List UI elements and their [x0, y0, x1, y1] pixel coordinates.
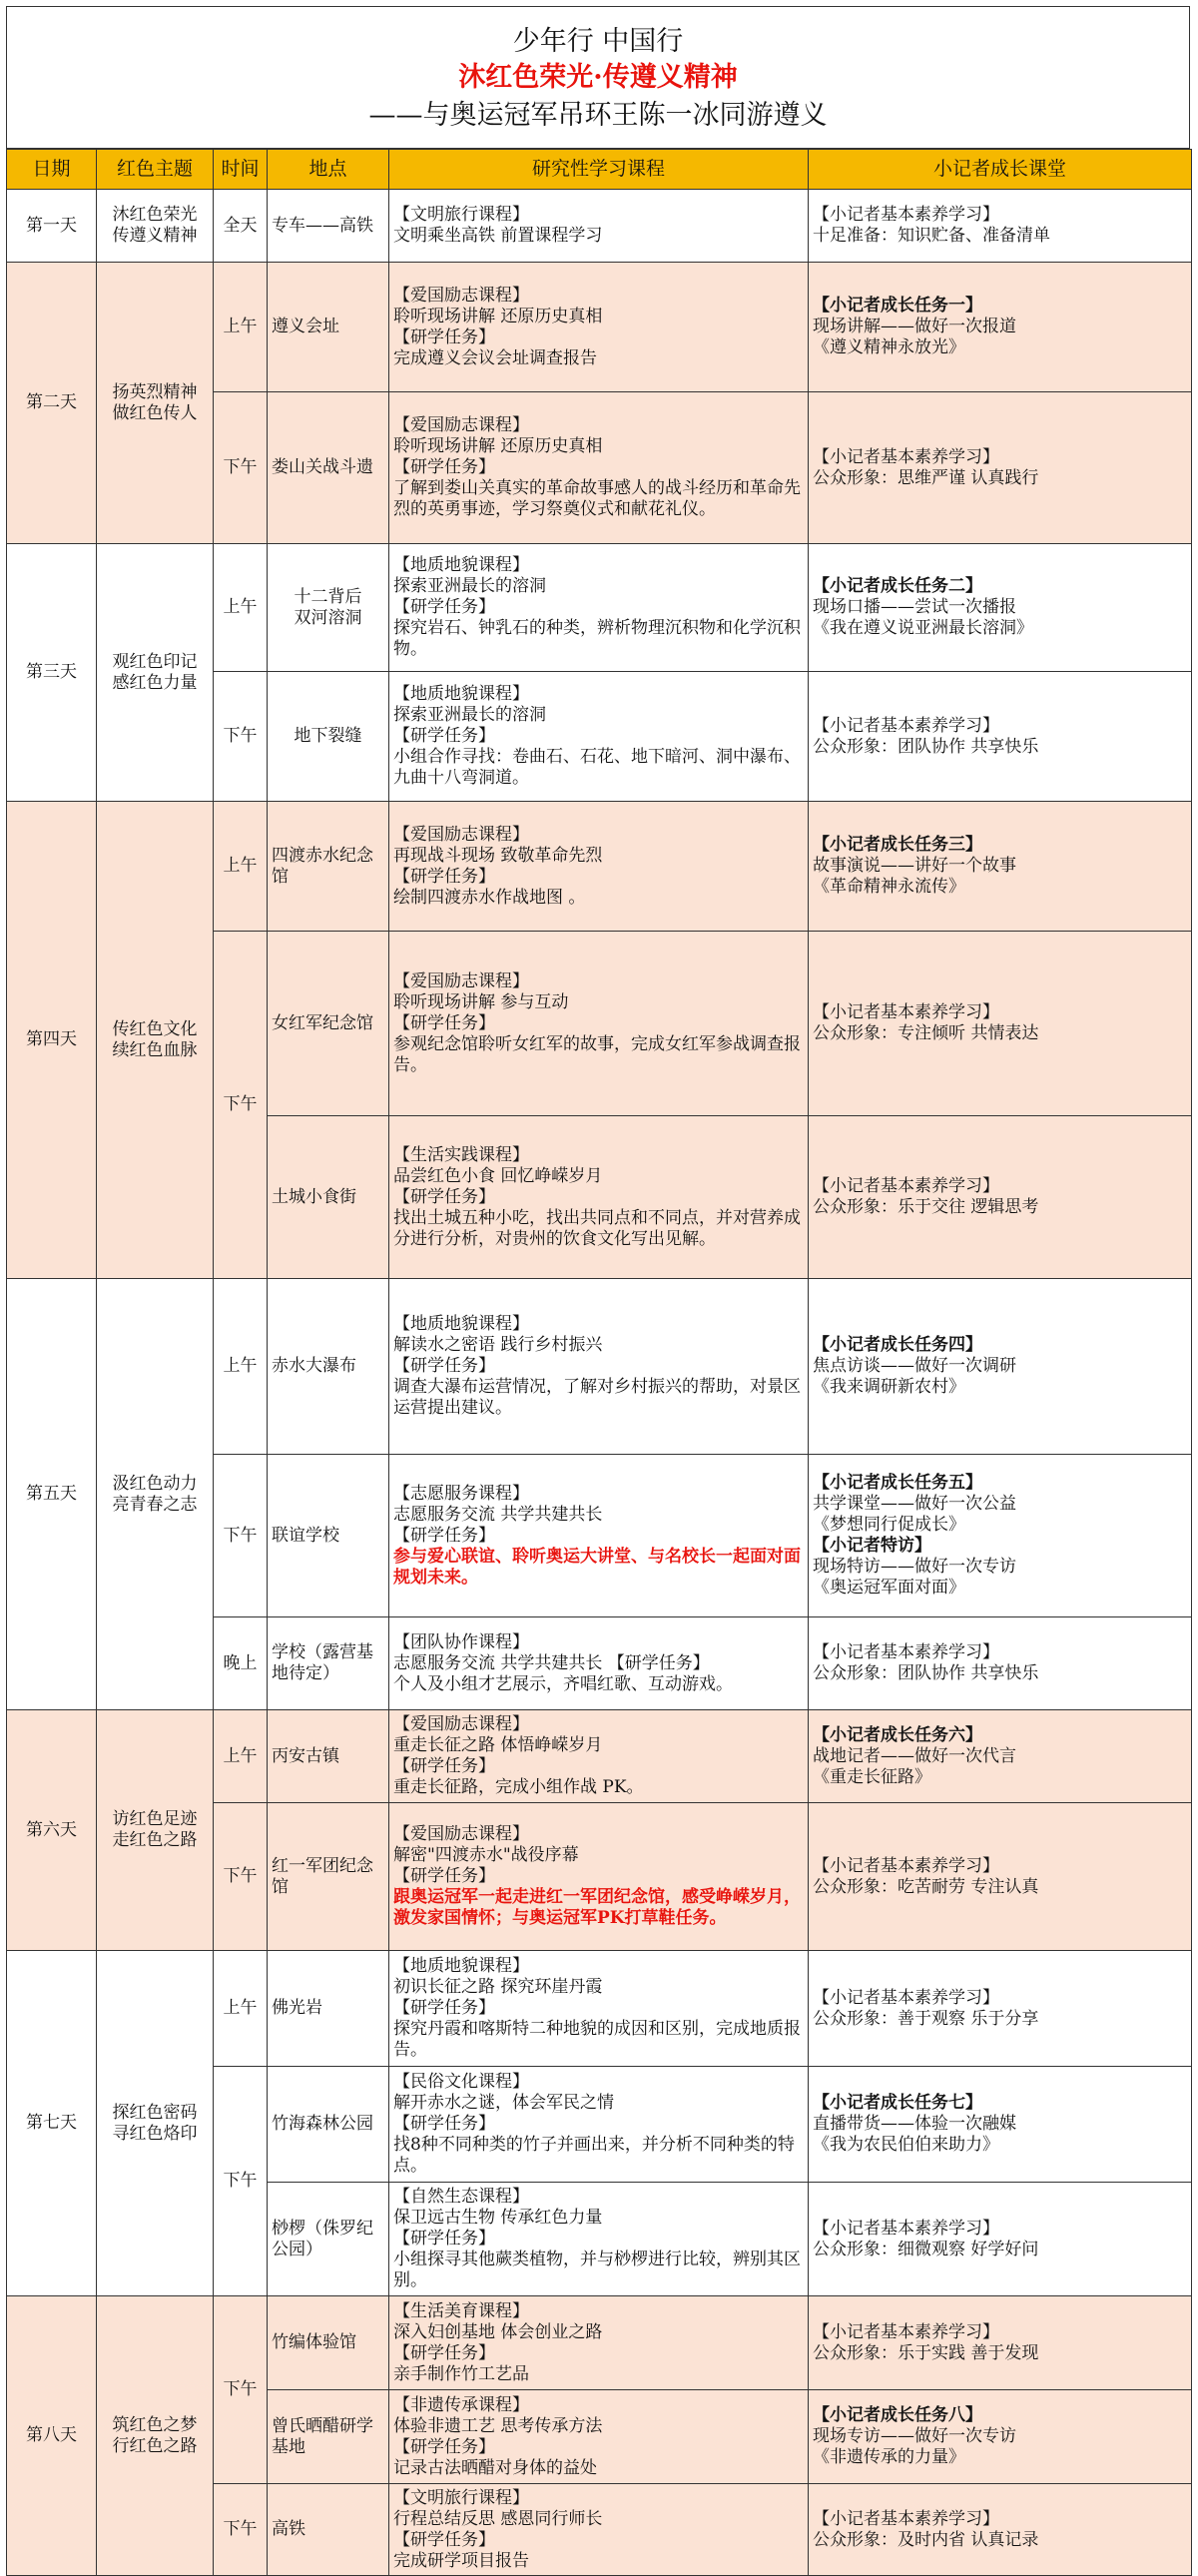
time-cell: 上午 [214, 263, 268, 392]
reporter-line: 【小记者基本素养学习】 [813, 205, 999, 225]
course-line: 探索亚洲最长的溶洞 [393, 576, 546, 596]
course-cell [389, 1279, 809, 1455]
course-cell [389, 1455, 809, 1617]
theme-line: 做红色传人 [112, 402, 198, 423]
table-row [7, 190, 1192, 263]
theme-line: 筑红色之梦 [112, 2414, 198, 2435]
reporter-line: 【小记者特访】 [813, 1536, 931, 1556]
course-line: 【非遗传承课程】 [393, 2394, 529, 2415]
theme-line: 续红色血脉 [112, 1039, 198, 1060]
reporter-line: 《重走长征路》 [813, 1766, 931, 1787]
header-time: 时间 [214, 150, 268, 190]
place-text: 娄山关战斗遗 [272, 457, 373, 477]
header-place: 地点 [268, 150, 389, 190]
header-theme: 红色主题 [97, 150, 214, 190]
theme-line: 访红色足迹 [112, 1809, 198, 1829]
course-cell [389, 1951, 809, 2067]
place-text: 专车——高铁 [272, 215, 373, 236]
course-cell [389, 1803, 809, 1951]
theme-text [101, 205, 209, 247]
theme-cell [97, 1710, 214, 1951]
place-cell [268, 1116, 389, 1279]
course-line: 个人及小组才艺展示，齐唱红歌、互动游戏。 [393, 1673, 733, 1694]
reporter-line: 【小记者成长任务一】 [813, 296, 982, 316]
place-text: 竹编体验馆 [272, 2332, 356, 2352]
theme-line: 亮青春之志 [112, 1494, 198, 1515]
reporter-line: 【小记者基本素养学习】 [813, 446, 999, 467]
theme-line: 传红色文化 [112, 1018, 198, 1039]
reporter-line: 现场特访——做好一次专访 [813, 1557, 1016, 1577]
theme-cell [97, 1279, 214, 1710]
time-cell: 上午 [214, 544, 268, 672]
reporter-line: 《遵义精神永放光》 [813, 337, 965, 357]
course-line: 【文明旅行课程】 [393, 2487, 529, 2508]
place-cell [268, 2183, 389, 2296]
course-cell [389, 2390, 809, 2484]
day-cell: 第五天 [7, 1279, 97, 1710]
theme-line: 感红色力量 [112, 672, 198, 693]
theme-text [101, 652, 209, 694]
reporter-line: 共学课堂——做好一次公益 [813, 1494, 1016, 1514]
time-cell: 上午 [214, 1710, 268, 1803]
course-line: 【研学任务】 [393, 1756, 495, 1776]
course-line: 【爱国励志课程】 [393, 1824, 529, 1844]
reporter-line: 《我来调研新农村》 [813, 1377, 965, 1397]
table-row [7, 263, 1192, 392]
course-line: 【自然生态课程】 [393, 2187, 529, 2207]
reporter-line: 【小记者成长任务四】 [813, 1335, 982, 1355]
place-text: 赤水大瀑布 [272, 1356, 356, 1376]
course-line: 解读水之密语 践行乡村振兴 [393, 1335, 603, 1355]
day-cell: 第一天 [7, 190, 97, 263]
reporter-line: 公众形象：吃苦耐劳 专注认真 [813, 1876, 1039, 1897]
reporter-line: 【小记者基本素养学习】 [813, 1987, 999, 2008]
course-line: 【研学任务】 [393, 1998, 495, 2018]
course-line: 志愿服务交流 共学共建共长 [393, 1504, 603, 1525]
reporter-line: 故事演说——讲好一个故事 [813, 856, 1016, 876]
schedule-page [6, 6, 1192, 2571]
reporter-line: 【小记者基本素养学习】 [813, 715, 999, 736]
course-line: 【研学任务】 [393, 1525, 495, 1546]
theme-text [101, 382, 209, 424]
course-line: 【生活实践课程】 [393, 1144, 529, 1165]
place-text: 高铁 [272, 2519, 305, 2539]
theme-line: 走红色之路 [112, 1830, 198, 1850]
course-line: 【研学任务】 [393, 2114, 495, 2134]
reporter-line: 公众形象：团队协作 共享快乐 [813, 1663, 1039, 1683]
theme-cell [97, 802, 214, 1279]
reporter-line: 十足准备：知识贮备、准备清单 [813, 226, 1050, 246]
course-line: 品尝红色小食 回忆峥嵘岁月 [393, 1165, 603, 1186]
reporter-cell [809, 392, 1192, 544]
course-cell [389, 2296, 809, 2390]
reporter-line: 《我为农民伯伯来助力》 [813, 2135, 999, 2155]
course-line: 重走长征路，完成小组作战 PK。 [393, 1777, 644, 1797]
place-cell [268, 932, 389, 1116]
reporter-line: 《非遗传承的力量》 [813, 2447, 965, 2467]
course-line: 探究丹霞和喀斯特二种地貌的成因和区别，完成地质报告。 [393, 2019, 801, 2060]
reporter-cell [809, 2484, 1192, 2576]
table-row [7, 1951, 1192, 2067]
time-cell: 晚上 [214, 1617, 268, 1710]
reporter-line: 现场讲解——做好一次报道 [813, 317, 1016, 336]
place-text: 十二背后 [294, 586, 362, 607]
place-text: 女红军纪念馆 [272, 1012, 373, 1033]
reporter-line: 【小记者成长任务八】 [813, 2405, 982, 2425]
reporter-cell [809, 2183, 1192, 2296]
course-line: 小组探寻其他蕨类植物，并与桫椤进行比较，辨别其区别。 [393, 2250, 801, 2290]
day-cell: 第四天 [7, 802, 97, 1279]
place-text: 学校（露营基地待定） [272, 1642, 373, 1683]
course-line: 【研学任务】 [393, 1186, 495, 1207]
reporter-line: 直播带货——体验一次融媒 [813, 2114, 1016, 2134]
course-line: 【志愿服务课程】 [393, 1483, 529, 1504]
theme-text [101, 1474, 209, 1516]
time-cell: 上午 [214, 802, 268, 932]
title-line-2: 沐红色荣光·传遵义精神 [458, 62, 738, 93]
reporter-cell [809, 1116, 1192, 1279]
course-line: 绘制四渡赤水作战地图 。 [393, 887, 586, 908]
reporter-cell [809, 2296, 1192, 2390]
reporter-cell [809, 190, 1192, 263]
course-line: 深入妇创基地 体会创业之路 [393, 2321, 603, 2342]
table-row [7, 802, 1192, 932]
place-text: 联谊学校 [272, 1525, 339, 1546]
reporter-line: 【小记者成长任务七】 [813, 2093, 982, 2113]
reporter-line: 《革命精神永流传》 [813, 877, 965, 897]
course-line: 了解到娄山关真实的革命故事感人的战斗经历和革命先烈的英勇事迹，学习祭奠仪式和献花礼仪。 [393, 478, 801, 519]
place-cell [268, 1617, 389, 1710]
course-line: 【地质地貌课程】 [393, 555, 529, 575]
table-row [7, 2296, 1192, 2390]
time-cell: 全天 [214, 190, 268, 263]
course-line: 参与爱心联谊、聆听奥运大讲堂、与名校长一起面对面规划未来。 [393, 1546, 801, 1588]
place-cell [268, 1951, 389, 2067]
reporter-line: 公众形象：细微观察 好学好问 [813, 2239, 1039, 2259]
course-line: 【文明旅行课程】 [393, 205, 529, 225]
theme-line: 扬英烈精神 [112, 381, 198, 402]
reporter-line: 【小记者成长任务三】 [813, 835, 982, 855]
theme-line: 汲红色动力 [112, 1473, 198, 1494]
reporter-cell [809, 2067, 1192, 2183]
place-cell [268, 190, 389, 263]
course-line: 【生活美育课程】 [393, 2300, 529, 2321]
course-line: 文明乘坐高铁 前置课程学习 [393, 226, 603, 246]
theme-text [101, 2415, 209, 2457]
place-cell [268, 2390, 389, 2484]
reporter-line: 【小记者基本素养学习】 [813, 1642, 999, 1662]
title-line-3: ——与奥运冠军吊环王陈一冰同游遵义 [368, 100, 828, 131]
place-cell [268, 392, 389, 544]
place-cell [268, 2296, 389, 2390]
reporter-line: 【小记者基本素养学习】 [813, 1176, 999, 1196]
course-line: 跟奥运冠军一起走进红一军团纪念馆，感受峥嵘岁月，激发家国情怀；与奥运冠军PK打草鞋任务。 [393, 1887, 801, 1928]
place-cell [268, 1455, 389, 1617]
course-line: 【地质地貌课程】 [393, 1956, 529, 1976]
place-cell [268, 802, 389, 932]
day-cell: 第八天 [7, 2296, 97, 2576]
course-line: 【民俗文化课程】 [393, 2072, 529, 2092]
theme-cell [97, 263, 214, 544]
place-text: 桫椤（侏罗纪公园） [272, 2218, 373, 2259]
theme-line: 传遵义精神 [112, 226, 198, 246]
place-text: 佛光岩 [272, 1998, 322, 2018]
course-line: 完成研学项目报告 [393, 2550, 529, 2571]
reporter-cell [809, 544, 1192, 672]
day-cell: 第七天 [7, 1951, 97, 2296]
header-date: 日期 [7, 150, 97, 190]
reporter-line: 焦点访谈——做好一次调研 [813, 1356, 1016, 1376]
theme-cell [97, 190, 214, 263]
place-cell [268, 1710, 389, 1803]
reporter-cell [809, 802, 1192, 932]
course-cell [389, 263, 809, 392]
course-cell [389, 2067, 809, 2183]
place-text: 遵义会址 [272, 317, 339, 336]
reporter-cell [809, 1803, 1192, 1951]
course-cell [389, 2484, 809, 2576]
reporter-line: 【小记者成长任务五】 [813, 1473, 982, 1493]
reporter-line: 公众形象：团队协作 共享快乐 [813, 736, 1039, 757]
reporter-line: 【小记者基本素养学习】 [813, 2508, 999, 2529]
course-line: 找出土城五种小吃，找出共同点和不同点，并对营养成分进行分析，对贵州的饮食文化写出见解。 [393, 1207, 801, 1249]
course-line: 【地质地貌课程】 [393, 1314, 529, 1334]
day-cell: 第三天 [7, 544, 97, 802]
course-cell [389, 1617, 809, 1710]
place-cell [268, 2067, 389, 2183]
time-cell: 下午 [214, 2067, 268, 2296]
course-line: 【爱国励志课程】 [393, 285, 529, 306]
course-line: 【地质地貌课程】 [393, 684, 529, 704]
reporter-line: 公众形象：及时内省 认真记录 [813, 2529, 1039, 2550]
course-cell [389, 544, 809, 672]
title-block [6, 6, 1190, 149]
reporter-line: 战地记者——做好一次代言 [813, 1745, 1016, 1766]
theme-cell [97, 544, 214, 802]
theme-line: 观红色印记 [112, 651, 198, 672]
time-cell: 上午 [214, 1951, 268, 2067]
course-line: 【爱国励志课程】 [393, 1714, 529, 1734]
course-line: 【研学任务】 [393, 2229, 495, 2249]
theme-cell [97, 1951, 214, 2296]
theme-line: 行红色之路 [112, 2435, 198, 2456]
course-line: 【研学任务】 [393, 2529, 495, 2550]
theme-line: 沐红色荣光 [112, 205, 198, 225]
place-text: 土城小食街 [272, 1186, 356, 1207]
table-row [7, 1279, 1192, 1455]
reporter-line: 公众形象：思维严谨 认真践行 [813, 467, 1039, 488]
reporter-line: 【小记者成长任务六】 [813, 1724, 982, 1745]
course-cell [389, 932, 809, 1116]
theme-text [101, 1809, 209, 1851]
place-text: 丙安古镇 [272, 1745, 339, 1766]
reporter-line: 【小记者成长任务二】 [813, 576, 982, 596]
reporter-cell [809, 1951, 1192, 2067]
place-text: 地下裂缝 [294, 726, 362, 746]
reporter-line: 【小记者基本素养学习】 [813, 2321, 999, 2342]
course-line: 【研学任务】 [393, 2342, 495, 2363]
reporter-line: 现场口播——尝试一次播报 [813, 597, 1016, 617]
day-cell: 第六天 [7, 1710, 97, 1951]
course-line: 【研学任务】 [393, 1012, 495, 1033]
course-line: 行程总结反思 感恩同行师长 [393, 2508, 603, 2529]
header-reporter: 小记者成长课堂 [809, 150, 1192, 190]
course-cell [389, 672, 809, 802]
reporter-cell [809, 263, 1192, 392]
reporter-cell [809, 1279, 1192, 1455]
course-line: 志愿服务交流 共学共建共长 【研学任务】 [393, 1652, 710, 1673]
course-cell [389, 190, 809, 263]
reporter-line: 《奥运冠军面对面》 [813, 1578, 965, 1598]
reporter-cell [809, 672, 1192, 802]
course-cell [389, 1710, 809, 1803]
title-line-1: 少年行 中国行 [512, 26, 684, 57]
course-line: 参观纪念馆聆听女红军的故事，完成女红军参战调查报告。 [393, 1033, 801, 1075]
theme-line: 寻红色烙印 [112, 2123, 198, 2144]
reporter-cell [809, 932, 1192, 1116]
course-cell [389, 1116, 809, 1279]
course-line: 体验非遗工艺 思考传承方法 [393, 2415, 603, 2436]
course-line: 初识长征之路 探究环崖丹霞 [393, 1977, 603, 1997]
course-line: 【研学任务】 [393, 597, 495, 617]
header-row [7, 150, 1192, 190]
course-line: 调查大瀑布运营情况，了解对乡村振兴的帮助，对景区运营提出建议。 [393, 1377, 801, 1418]
course-line: 解开赤水之谜，体会军民之情 [393, 2093, 614, 2113]
reporter-line: 【小记者基本素养学习】 [813, 1002, 999, 1022]
table-row [7, 544, 1192, 672]
course-cell [389, 2183, 809, 2296]
place-text: 双河溶洞 [294, 607, 362, 628]
schedule-table [6, 149, 1192, 2576]
table-row [7, 1710, 1192, 1803]
course-line: 【爱国励志课程】 [393, 415, 529, 435]
reporter-line: 公众形象：乐于实践 善于发现 [813, 2342, 1039, 2363]
course-line: 解密"四渡赤水"战役序幕 [393, 1845, 579, 1865]
course-line: 【爱国励志课程】 [393, 970, 529, 991]
reporter-line: 公众形象：善于观察 乐于分享 [813, 2008, 1039, 2029]
time-cell: 下午 [214, 392, 268, 544]
course-line: 记录古法晒醋对身体的益处 [393, 2457, 597, 2478]
place-text: 竹海森林公园 [272, 2114, 373, 2134]
reporter-line: 公众形象：乐于交往 逻辑思考 [813, 1197, 1039, 1217]
theme-line: 探红色密码 [112, 2102, 198, 2123]
time-cell: 下午 [214, 2484, 268, 2576]
time-cell: 上午 [214, 1279, 268, 1455]
reporter-line: 现场专访——做好一次专访 [813, 2426, 1016, 2446]
course-line: 【研学任务】 [393, 1356, 495, 1376]
course-line: 【研学任务】 [393, 1866, 495, 1886]
place-text: 曾氏晒醋研学基地 [272, 2415, 373, 2457]
course-line: 【研学任务】 [393, 726, 495, 746]
place-cell [268, 1803, 389, 1951]
course-cell [389, 802, 809, 932]
time-cell: 下午 [214, 1455, 268, 1617]
theme-text [101, 1019, 209, 1061]
course-line: 再现战斗现场 致敬革命先烈 [393, 845, 603, 866]
reporter-line: 公众形象：专注倾听 共情表达 [813, 1023, 1039, 1043]
course-line: 重走长征之路 体悟峥嵘岁月 [393, 1735, 603, 1755]
reporter-line: 【小记者基本素养学习】 [813, 1855, 999, 1876]
place-cell [268, 263, 389, 392]
place-cell [268, 672, 389, 802]
place-cell [268, 1279, 389, 1455]
course-line: 完成遵义会议会址调查报告 [393, 347, 597, 368]
time-cell: 下午 [214, 1803, 268, 1951]
reporter-cell [809, 1617, 1192, 1710]
course-line: 找8种不同种类的竹子并画出来，并分析不同种类的特点。 [393, 2135, 795, 2176]
course-line: 小组合作寻找：卷曲石、石花、地下暗河、洞中瀑布、九曲十八弯洞道。 [393, 747, 801, 788]
time-cell: 下午 [214, 672, 268, 802]
reporter-cell [809, 1710, 1192, 1803]
day-cell: 第二天 [7, 263, 97, 544]
reporter-cell [809, 2390, 1192, 2484]
theme-text [101, 2103, 209, 2145]
reporter-cell [809, 1455, 1192, 1617]
course-line: 【团队协作课程】 [393, 1631, 529, 1652]
place-cell [268, 544, 389, 672]
course-line: 【研学任务】 [393, 866, 495, 887]
reporter-line: 【小记者基本素养学习】 [813, 2218, 999, 2239]
course-line: 探索亚洲最长的溶洞 [393, 705, 546, 725]
course-line: 【研学任务】 [393, 2436, 495, 2457]
theme-cell [97, 2296, 214, 2576]
course-line: 聆听现场讲解 参与互动 [393, 991, 569, 1012]
course-line: 聆听现场讲解 还原历史真相 [393, 436, 603, 456]
course-line: 【研学任务】 [393, 457, 495, 477]
course-line: 探究岩石、钟乳石的种类，辨析物理沉积物和化学沉积物。 [393, 618, 801, 659]
reporter-line: 《梦想同行促成长》 [813, 1515, 965, 1535]
course-cell [389, 392, 809, 544]
course-line: 【爱国励志课程】 [393, 824, 529, 845]
course-line: 保卫远古生物 传承红色力量 [393, 2208, 603, 2228]
time-cell: 下午 [214, 2296, 268, 2484]
course-line: 【研学任务】 [393, 326, 495, 347]
place-text: 红一军团纪念馆 [272, 1855, 373, 1897]
reporter-line: 《我在遵义说亚洲最长溶洞》 [813, 618, 1033, 638]
header-course: 研究性学习课程 [389, 150, 809, 190]
time-cell: 下午 [214, 932, 268, 1279]
place-text: 四渡赤水纪念馆 [272, 845, 373, 887]
course-line: 亲手制作竹工艺品 [393, 2363, 529, 2384]
course-line: 聆听现场讲解 还原历史真相 [393, 306, 603, 326]
place-cell [268, 2484, 389, 2576]
